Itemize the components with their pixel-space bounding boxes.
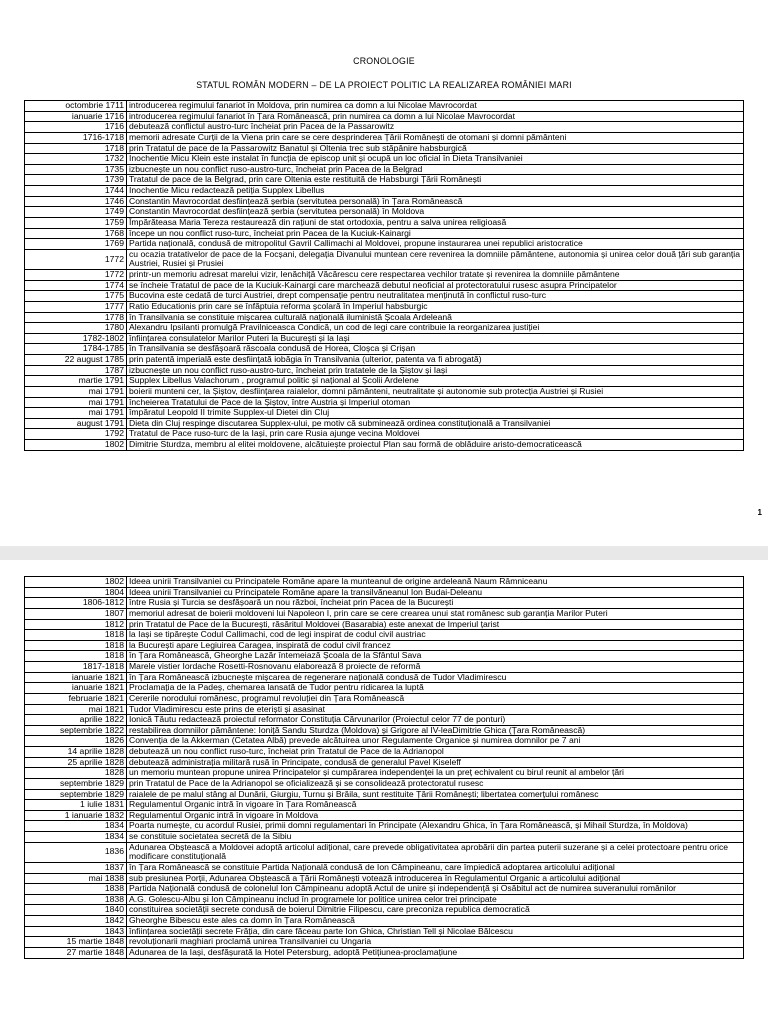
date-cell: aprilie 1822 — [25, 715, 127, 726]
event-cell: debutează conflictul austro-turc încheiat prin Pacea de la Passarowitz — [127, 122, 744, 133]
date-cell: septembrie 1829 — [25, 789, 127, 800]
date-cell: 1818 — [25, 640, 127, 651]
chronology-row — [25, 768, 744, 779]
event-cell: înființarea consulatelor Marilor Puteri la București și la Iași — [127, 333, 744, 344]
chronology-row — [25, 704, 744, 715]
chronology-row — [25, 832, 744, 843]
chronology-row — [25, 778, 744, 789]
chronology-row — [25, 408, 744, 419]
date-cell: 1782-1802 — [25, 333, 127, 344]
event-cell: în Transilvania se constituie mișcarea culturală națională iluministă Școala Ardeleană — [127, 312, 744, 323]
date-cell: 1759 — [25, 217, 127, 228]
date-cell: 1 iulie 1831 — [25, 800, 127, 811]
chronology-row — [25, 111, 744, 122]
chronology-row — [25, 132, 744, 143]
event-cell: restabilirea domniilor pământene: Ioniță Sandu Sturdza (Moldova) și Grigore al IV-leaDimitrie Ghica (Țara Românească) — [127, 725, 744, 736]
date-cell: 1784-1785 — [25, 344, 127, 355]
chronology-row — [25, 862, 744, 873]
date-cell: 1772 — [25, 249, 127, 269]
date-cell: mai 1791 — [25, 397, 127, 408]
chronology-row — [25, 947, 744, 958]
event-cell: introducerea regimului fanariot în Moldova, prin numirea ca domn a lui Nicolae Mavrocordat — [127, 101, 744, 112]
event-cell: revoluționarii maghiari proclamă unirea Transilvaniei cu Ungaria — [127, 937, 744, 948]
event-cell: înființarea societății secrete Frăția, din care făceau parte Ion Ghica, Christian Tell și Nicolae Bălcescu — [127, 926, 744, 937]
event-cell: se constituie societatea secretă de la Sibiu — [127, 832, 744, 843]
event-cell: Constantin Mavrocordat desființează șerbia (servitutea personală) în Țara Românească — [127, 196, 744, 207]
event-cell: la Iași se tipărește Codul Callimachi, cod de legi inspirat de codul civil austriac — [127, 630, 744, 641]
date-cell: 1777 — [25, 301, 127, 312]
chronology-row — [25, 598, 744, 609]
date-cell: 27 martie 1848 — [25, 947, 127, 958]
event-cell: boierii munteni cer, la Șiștov, desființarea raialelor, domni pământeni, neutralitate și autonomie sub protecția Austriei și Rusiei — [127, 386, 744, 397]
chronology-row — [25, 640, 744, 651]
event-cell: sub presiunea Porții, Adunarea Obștească a Țării Românești votează introducerea în Regulamentul Organic a articolului adițional — [127, 873, 744, 884]
date-cell: 1807 — [25, 608, 127, 619]
chronology-row — [25, 587, 744, 598]
event-cell: debutează administrația militară rusă în Principate, condusă de generalul Pavel Kiseleff — [127, 757, 744, 768]
chronology-row — [25, 270, 744, 281]
event-cell: Constantin Mavrocordat desființează șerbia (servitutea personală) în Moldova — [127, 207, 744, 218]
event-cell: în Transilvania se desfășoară răscoala condusă de Horea, Cloșca și Crișan — [127, 344, 744, 355]
chronology-row — [25, 651, 744, 662]
date-cell: 1716 — [25, 122, 127, 133]
chronology-row — [25, 418, 744, 429]
date-cell: 1836 — [25, 842, 127, 862]
date-cell: 22 august 1785 — [25, 355, 127, 366]
chronology-row — [25, 196, 744, 207]
event-cell: se încheie Tratatul de pace de la Kuciuk-Kainargi care marchează debutul neoficial al protectoratului rusesc asupra Principatelor — [127, 280, 744, 291]
event-cell: printr-un memoriu adresat marelui vizir, Ienăchiță Văcărescu cere respectarea vechilor tratate și revenirea la domniile pământene — [127, 270, 744, 281]
date-cell: octombrie 1711 — [25, 101, 127, 112]
event-cell: Regulamentul Organic intră în vigoare în Țara Românească — [127, 800, 744, 811]
date-cell: februarie 1821 — [25, 693, 127, 704]
chronology-row — [25, 323, 744, 334]
chronology-row — [25, 757, 744, 768]
chronology-row — [25, 937, 744, 948]
event-cell: Proclamația de la Padeș, chemarea lansată de Tudor pentru ridicarea la luptă — [127, 683, 744, 694]
date-cell: 1746 — [25, 196, 127, 207]
event-cell: Cererile norodului românesc, programul revoluției din Țara Românească — [127, 693, 744, 704]
chronology-row — [25, 101, 744, 112]
chronology-row — [25, 884, 744, 895]
chronology-row — [25, 186, 744, 197]
event-cell: Tratatul de pace de la Belgrad, prin care Oltenia este restituită de Habsburgi Țării Românești — [127, 175, 744, 186]
date-cell: 1774 — [25, 280, 127, 291]
event-cell: prin Tratatul de pace de la Passarowitz Banatul și Oltenia trec sub stăpânire habsburgică — [127, 143, 744, 154]
event-cell: Poarta numește, cu acordul Rusiei, primii domni regulamentari în Principate (Alexandru Ghica, în Țara Românească, și Mihail Sturdza, în Moldova) — [127, 821, 744, 832]
chronology-row — [25, 842, 744, 862]
chronology-row — [25, 365, 744, 376]
event-cell: între Rusia și Turcia se desfășoară un nou război, încheiat prin Pacea de la București — [127, 598, 744, 609]
chronology-row — [25, 693, 744, 704]
event-cell: Supplex Libellus Valachorum , programul politic și național al Școlii Ardelene — [127, 376, 744, 387]
chronology-row — [25, 905, 744, 916]
date-cell: 1826 — [25, 736, 127, 747]
event-cell: Alexandru Ipsilanti promulgă Pravilniceasca Condică, un cod de legi care contribuie la reorganizarea justiției — [127, 323, 744, 334]
event-cell: Regulamentul Organic intră în vigoare în Moldova — [127, 810, 744, 821]
date-cell: 1804 — [25, 587, 127, 598]
chronology-row — [25, 280, 744, 291]
date-cell: 1739 — [25, 175, 127, 186]
event-cell: Partida Națională condusă de colonelul Ion Câmpineanu adoptă Actul de unire și independență și Osăbitul act de numirea suveranului românilor — [127, 884, 744, 895]
chronology-row — [25, 894, 744, 905]
chronology-row — [25, 376, 744, 387]
event-cell: Inochentie Micu Klein este instalat în funcția de episcop unit și ocupă un loc oficial în Dieta Transilvaniei — [127, 154, 744, 165]
chronology-row — [25, 630, 744, 641]
chronology-row — [25, 916, 744, 927]
date-cell: mai 1791 — [25, 408, 127, 419]
chronology-row — [25, 619, 744, 630]
date-cell: 1838 — [25, 884, 127, 895]
date-cell: 1802 — [25, 577, 127, 588]
chronology-row — [25, 228, 744, 239]
chronology-row — [25, 312, 744, 323]
date-cell: mai 1791 — [25, 386, 127, 397]
date-cell: 1802 — [25, 440, 127, 451]
chronology-row — [25, 217, 744, 228]
event-cell: Convenția de la Akkerman (Cetatea Albă) prevede alcătuirea unor Regulamente Organice și numirea domnilor pe 7 ani — [127, 736, 744, 747]
document-title: CRONOLOGIE — [353, 56, 415, 66]
event-cell: Gheorghe Bibescu este ales ca domn în Țara Românească — [127, 916, 744, 927]
chronology-row — [25, 747, 744, 758]
event-cell: Dieta din Cluj respinge discutarea Supplex-ului, pe motiv că subminează ordinea constituțională a Transilvaniei — [127, 418, 744, 429]
event-cell: în Țara Românească izbucnește mișcarea de regenerare națională condusă de Tudor Vladimirescu — [127, 672, 744, 683]
date-cell: martie 1791 — [25, 376, 127, 387]
date-cell: 1828 — [25, 768, 127, 779]
date-cell: 1817-1818 — [25, 662, 127, 673]
event-cell: Ratio Educationis prin care se înfăptuia reforma școlară în Imperiul habsburgic — [127, 301, 744, 312]
event-cell: Împărăteasa Maria Tereza restaurează din rațiuni de stat ortodoxia, pentru a salva unirea religioasă — [127, 217, 744, 228]
date-cell: mai 1838 — [25, 873, 127, 884]
chronology-row — [25, 683, 744, 694]
date-cell: 1818 — [25, 651, 127, 662]
event-cell: prin patentă imperială este desființată iobăgia în Transilvania (ulterior, patenta va fi abrogată) — [127, 355, 744, 366]
chronology-row — [25, 800, 744, 811]
date-cell: ianuarie 1821 — [25, 672, 127, 683]
document-page-2 — [0, 560, 768, 1024]
event-cell: Ionică Tăutu redactează proiectul reformator Constituția Cărvunarilor (Proiectul celor 77 de ponturi) — [127, 715, 744, 726]
date-cell: 1749 — [25, 207, 127, 218]
date-cell: septembrie 1829 — [25, 778, 127, 789]
chronology-row — [25, 725, 744, 736]
event-cell: la București apare Legiuirea Caragea, inspirată de codul civil francez — [127, 640, 744, 651]
date-cell: ianuarie 1716 — [25, 111, 127, 122]
date-cell: 1775 — [25, 291, 127, 302]
event-cell: prin Tratatul de Pace de la Adrianopol se oficializează și se consolidează protectoratul rusesc — [127, 778, 744, 789]
event-cell: izbucnește un nou conflict ruso-austro-turc, încheiat prin Pacea de la Belgrad — [127, 164, 744, 175]
date-cell: 25 aprilie 1828 — [25, 757, 127, 768]
event-cell: izbucnește un nou conflict ruso-austro-turc, încheiat prin tratatele de la Șiștov și Iași — [127, 365, 744, 376]
date-cell: 1768 — [25, 228, 127, 239]
chronology-row — [25, 926, 744, 937]
event-cell: memoriul adresat de boierii moldoveni lui Napoleon I, prin care se cere crearea unui stat românesc sub garanția Marilor Puteri — [127, 608, 744, 619]
chronology-row — [25, 577, 744, 588]
date-cell: ianuarie 1821 — [25, 683, 127, 694]
chronology-row — [25, 355, 744, 366]
event-cell: Adunarea de la Iași, desfășurată la Hotel Petersburg, adoptă Petițiunea-proclamațiune — [127, 947, 744, 958]
chronology-row — [25, 440, 744, 451]
date-cell: mai 1821 — [25, 704, 127, 715]
chronology-row — [25, 429, 744, 440]
date-cell: 1732 — [25, 154, 127, 165]
date-cell: 1806-1812 — [25, 598, 127, 609]
date-cell: august 1791 — [25, 418, 127, 429]
chronology-row — [25, 608, 744, 619]
chronology-row — [25, 873, 744, 884]
date-cell: 1718 — [25, 143, 127, 154]
chronology-table-page-2 — [24, 576, 744, 959]
event-cell: în Țara Românească, Gheorghe Lazăr întemeiază Școala de la Sfântul Sava — [127, 651, 744, 662]
page-number: 1 — [757, 508, 762, 517]
event-cell: debutează un nou conflict ruso-turc, încheiat prin Tratatul de Pace de la Adrianopol — [127, 747, 744, 758]
event-cell: Inochentie Micu redactează petiția Supplex Libellus — [127, 186, 744, 197]
event-cell: prin Tratatul de Pace de la București, răsăritul Moldovei (Basarabia) este anexat de Imperiul țarist — [127, 619, 744, 630]
event-cell: introducerea regimului fanariot în Țara Românească, prin numirea ca domn a lui Nicolae Mavrocordat — [127, 111, 744, 122]
chronology-row — [25, 821, 744, 832]
date-cell: 1843 — [25, 926, 127, 937]
event-cell: începe un nou conflict ruso-turc, încheiat prin Pacea de la Kuciuk-Kainargi — [127, 228, 744, 239]
date-cell: 1834 — [25, 832, 127, 843]
chronology-row — [25, 333, 744, 344]
date-cell: 1840 — [25, 905, 127, 916]
chronology-row — [25, 291, 744, 302]
event-cell: Partida națională, condusă de mitropolitul Gavril Callimachi al Moldovei, propune instaurarea unei republici aristocratice — [127, 239, 744, 250]
date-cell: 1769 — [25, 239, 127, 250]
chronology-row — [25, 789, 744, 800]
chronology-row — [25, 301, 744, 312]
event-cell: Tratatul de Pace ruso-turc de la Iași, prin care Rusia ajunge vecina Moldovei — [127, 429, 744, 440]
event-cell: în Țara Românească se constituie Partida Națională condusă de Ion Câmpineanu, care împiedică adoptarea articolului adițional — [127, 862, 744, 873]
event-cell: Dimitrie Sturdza, membru al elitei moldovene, alcătuiește proiectul Plan sau formă de oblăduire aristo-democraticească — [127, 440, 744, 451]
event-cell: un memoriu muntean propune unirea Principatelor și cumpărarea independenței la un preț echivalent cu birul reunit al ambelor țări — [127, 768, 744, 779]
chronology-row — [25, 207, 744, 218]
date-cell: 1772 — [25, 270, 127, 281]
event-cell: raialele de pe malul stâng al Dunării, Giurgiu, Turnu și Brăila, sunt restituite Țării Românești; libertatea comerțului românesc — [127, 789, 744, 800]
event-cell: constituirea societății secrete condusă de boierul Dimitrie Filipescu, care preconiza republica democratică — [127, 905, 744, 916]
event-cell: memorii adresate Curții de la Viena prin care se cere desprinderea Țării Românești de otomani și domni pământeni — [127, 132, 744, 143]
event-cell: Tudor Vladimirescu este prins de eteriști și asasinat — [127, 704, 744, 715]
date-cell: 1735 — [25, 164, 127, 175]
event-cell: A.G. Golescu-Albu și Ion Câmpineanu includ în programele lor politice unirea celor trei principate — [127, 894, 744, 905]
chronology-row — [25, 122, 744, 133]
event-cell: Marele vistier Iordache Rosetti-Rosnovanu elaborează 8 proiecte de reformă — [127, 662, 744, 673]
event-cell: Adunarea Obștească a Moldovei adoptă articolul adițional, care prevede obligativitatea aprobării din partea puterii suzerane și a celei protectoare pentru orice modificare constituțională — [127, 842, 744, 862]
date-cell: 1780 — [25, 323, 127, 334]
date-cell: 1778 — [25, 312, 127, 323]
chronology-row — [25, 810, 744, 821]
date-cell: 1 ianuarie 1832 — [25, 810, 127, 821]
chronology-row — [25, 249, 744, 269]
date-cell: 1834 — [25, 821, 127, 832]
date-cell: 14 aprilie 1828 — [25, 747, 127, 758]
date-cell: 1818 — [25, 630, 127, 641]
date-cell: septembrie 1822 — [25, 725, 127, 736]
chronology-row — [25, 143, 744, 154]
date-cell: 15 martie 1848 — [25, 937, 127, 948]
event-cell: cu ocazia tratativelor de pace de la Focșani, delegația Divanului muntean cere revenirea la domniile pământene, autonomia și unirea celor două țări sub garanția Austriei, Rusiei și Prusiei — [127, 249, 744, 269]
chronology-row — [25, 397, 744, 408]
event-cell: împăratul Leopold II trimite Supplex-ul Dietei din Cluj — [127, 408, 744, 419]
chronology-row — [25, 154, 744, 165]
chronology-row — [25, 386, 744, 397]
date-cell: 1838 — [25, 894, 127, 905]
event-cell: Bucovina este cedată de turci Austriei, drept compensație pentru neutralitatea menținută în conflictul ruso-turc — [127, 291, 744, 302]
event-cell: Ideea unirii Transilvaniei cu Principatele Române apare la munteanul de origine ardeleană Naum Râmniceanu — [127, 577, 744, 588]
chronology-row — [25, 736, 744, 747]
chronology-row — [25, 175, 744, 186]
chronology-row — [25, 164, 744, 175]
chronology-row — [25, 239, 744, 250]
date-cell: 1716-1718 — [25, 132, 127, 143]
date-cell: 1792 — [25, 429, 127, 440]
chronology-row — [25, 344, 744, 355]
event-cell: Ideea unirii Transilvaniei cu Principatele Române apare la transilvăneanul Ion Budai-Deleanu — [127, 587, 744, 598]
date-cell: 1744 — [25, 186, 127, 197]
event-cell: încheierea Tratatului de Pace de la Șiștov, între Austria și Imperiul otoman — [127, 397, 744, 408]
chronology-row — [25, 672, 744, 683]
chronology-row — [25, 662, 744, 673]
document-subtitle: STATUL ROMÂN MODERN – DE LA PROIECT POLITIC LA REALIZAREA ROMÂNIEI MARI — [196, 80, 572, 90]
date-cell: 1837 — [25, 862, 127, 873]
date-cell: 1812 — [25, 619, 127, 630]
date-cell: 1787 — [25, 365, 127, 376]
date-cell: 1842 — [25, 916, 127, 927]
chronology-table-page-1 — [24, 100, 744, 451]
chronology-row — [25, 715, 744, 726]
